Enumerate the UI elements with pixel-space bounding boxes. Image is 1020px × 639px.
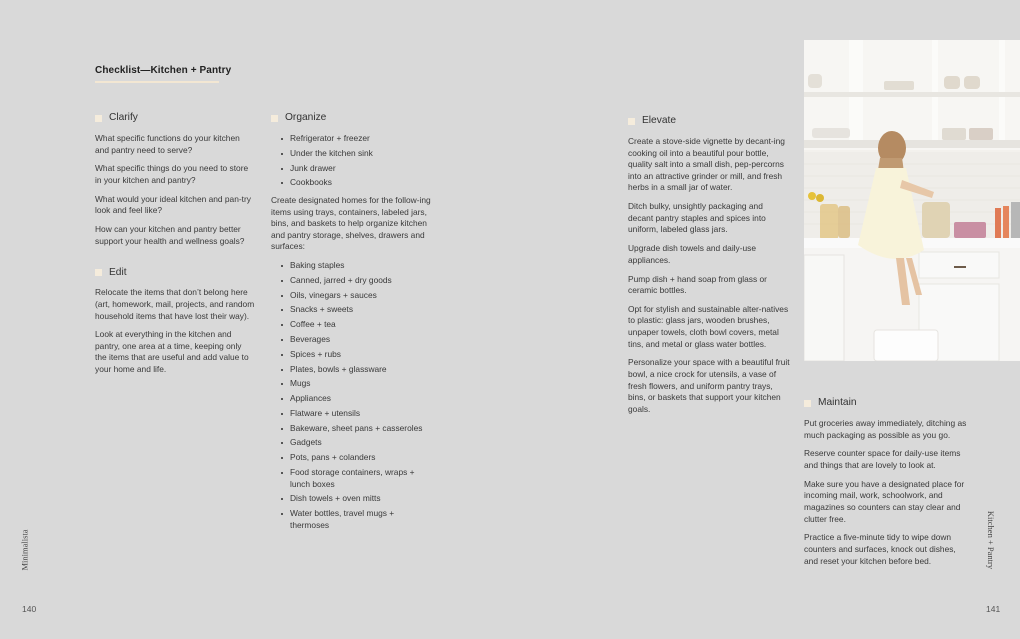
edit-paragraph: Look at everything in the kitchen and pantry, one area at a time, keeping only the items that are useful and add value to your home and life.: [95, 329, 249, 375]
elevate-paragraph: Ditch bulky, unsightly packaging and decant pantry staples and spices into uniform, labeled glass jars.: [628, 201, 766, 235]
elevate-paragraph: Personalize your space with a beautiful fruit bowl, a nice crock for utensils, a vase of fresh flowers, and uniform pantry trays, bins, or baskets that support your kitchen goals.: [628, 357, 790, 414]
edit-paragraph: Relocate the items that don’t belong here (art, homework, mail, projects, and random household items that have lost their way).: [95, 287, 255, 321]
elevate-paragraph: Opt for stylish and sustainable alter-natives to plastic: glass jars, wooden brushes, unpaper towels, cloth bowl covers, metal tins, and metal or glass water bottles.: [628, 303, 789, 349]
list-item: Bakeware, sheet pans + casseroles: [271, 423, 431, 435]
clarify-edit-column: [95, 111, 255, 383]
maintain-paragraph: Put groceries away immediately, ditching as much packaging as possible as you go.: [804, 418, 967, 440]
list-item: Coffee + tea: [271, 319, 431, 331]
clarify-heading: Clarify: [95, 111, 255, 125]
list-item: Canned, jarred + dry goods: [271, 275, 431, 287]
list-item: Snacks + sweets: [271, 304, 431, 316]
kitchen-photo-illustration: [804, 40, 1020, 361]
list-item: Dish towels + oven mitts: [271, 493, 431, 505]
list-item: Pots, pans + colanders: [271, 452, 431, 464]
page-title: Checklist—Kitchen + Pantry: [95, 65, 232, 76]
maintain-paragraph: Practice a five-minute tidy to wipe down counters and surfaces, knock out dishes, and reset your kitchen before bed.: [804, 532, 956, 566]
clarify-paragraph: What would your ideal kitchen and pan-try look and feel like?: [95, 193, 251, 216]
maintain-paragraph: Make sure you have a designated place for incoming mail, work, schoolwork, and magazines so counters can stay clear and clutter free.: [804, 478, 965, 524]
list-item: Water bottles, travel mugs + thermoses: [271, 508, 431, 531]
list-item: Junk drawer: [271, 163, 431, 175]
list-item: Cookbooks: [271, 177, 431, 189]
checkbox-icon: [271, 115, 278, 122]
list-item: Spices + rubs: [271, 349, 431, 361]
elevate-paragraph: Pump dish + hand soap from glass or ceramic bottles.: [628, 273, 767, 296]
organize-heading: Organize: [271, 111, 431, 125]
organize-areas-list: [271, 133, 431, 189]
right-running-head: Kitchen + Pantry: [986, 510, 997, 570]
list-item: Appliances: [271, 393, 431, 405]
list-item: Baking staples: [271, 260, 431, 272]
elevate-column: [628, 114, 790, 423]
title-underline: [95, 81, 219, 83]
maintain-column: [804, 396, 969, 574]
checkbox-icon: [804, 400, 811, 407]
list-item: Beverages: [271, 334, 431, 346]
clarify-paragraph: What specific things do you need to store in your kitchen and pantry?: [95, 163, 249, 185]
edit-heading: Edit: [95, 265, 255, 279]
clarify-paragraph: How can your kitchen and pantry better support your health and wellness goals?: [95, 224, 245, 246]
elevate-paragraph: Create a stove-side vignette by decant-ing cooking oil into a beautiful pour bottle, quality salt into a small dish, pep-percorns into an attractive grinder or mill, and fresh herbs in a small jar of water.: [628, 136, 785, 193]
list-item: Mugs: [271, 378, 431, 390]
list-item: Food storage containers, wraps + lunch boxes: [271, 467, 431, 490]
elevate-paragraph: Upgrade dish towels and daily-use appliances.: [628, 243, 757, 265]
list-item: Plates, bowls + glassware: [271, 364, 431, 376]
list-item: Oils, vinegars + sauces: [271, 290, 431, 302]
right-page-number: 141: [986, 604, 1001, 614]
checkbox-icon: [95, 115, 102, 122]
kitchen-photo: [804, 40, 1020, 361]
left-running-head: Minimalista: [19, 529, 30, 571]
list-item: Under the kitchen sink: [271, 148, 431, 160]
list-item: Gadgets: [271, 437, 431, 449]
organize-items-list: [271, 260, 431, 531]
organize-intro: Create designated homes for the follow-ing items using trays, containers, labeled jars, bins, and baskets to help organize kitchen and pantry storage, shelves, drawers and surfaces:: [271, 194, 431, 252]
organize-column: [271, 111, 431, 537]
maintain-paragraph: Reserve counter space for daily-use items and things that are lovely to look at.: [804, 448, 961, 470]
clarify-paragraph: What specific functions do your kitchen and pantry need to serve?: [95, 133, 240, 155]
checkbox-icon: [95, 269, 102, 276]
left-page-number: 140: [22, 604, 37, 614]
elevate-heading: Elevate: [628, 114, 790, 128]
list-item: Flatware + utensils: [271, 408, 431, 420]
checkbox-icon: [628, 118, 635, 125]
list-item: Refrigerator + freezer: [271, 133, 431, 145]
maintain-heading: Maintain: [804, 396, 969, 410]
